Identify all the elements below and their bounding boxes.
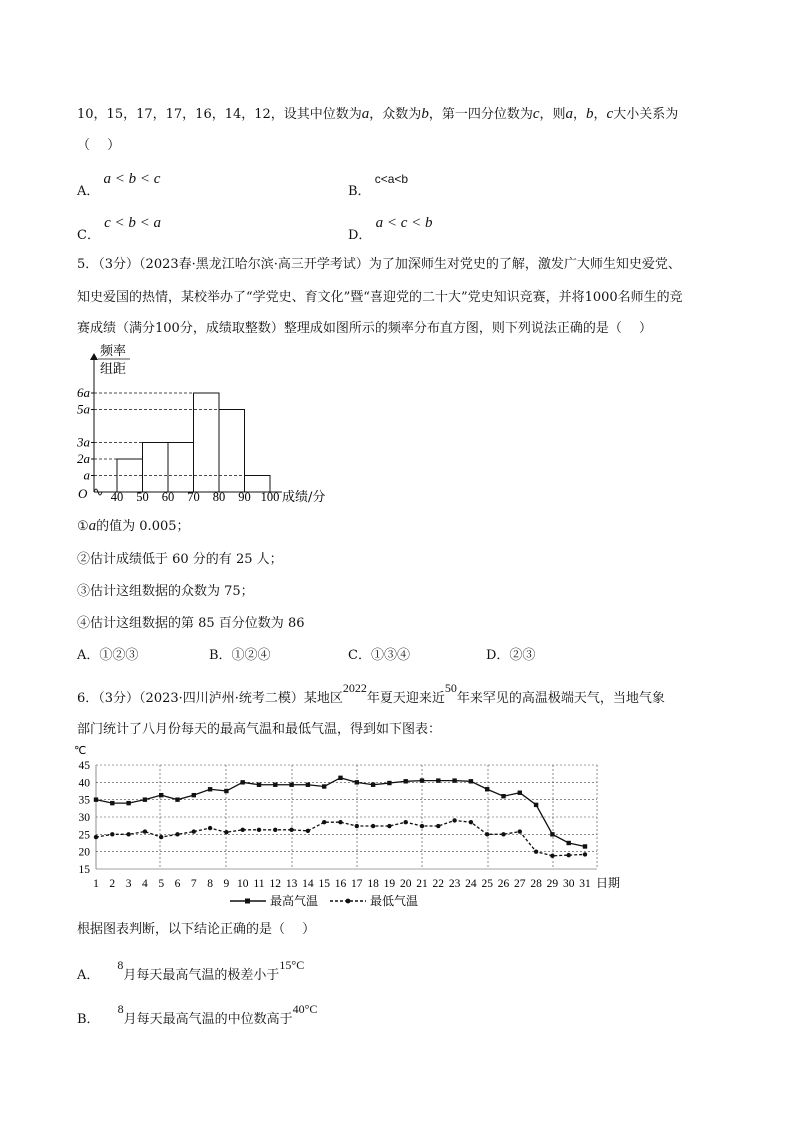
q5-statement-2: ②估计成绩低于 60 分的有 25 人； [77, 552, 283, 567]
high-temp-point [583, 844, 587, 848]
temperature-x-tick: 18 [367, 878, 379, 890]
temperature-x-tick: 2 [109, 878, 116, 890]
histogram-y-tick: 5a [77, 401, 90, 417]
temperature-x-tick: 12 [269, 878, 282, 890]
q4-paren: （ ） [77, 138, 121, 153]
q5-option-b[interactable]: B．①②④ [209, 648, 271, 663]
temperature-y-tick: 15 [78, 864, 90, 876]
temperature-unit: ℃ [74, 744, 87, 757]
low-temp-point [485, 832, 489, 836]
temperature-x-tick: 26 [497, 878, 510, 890]
high-temp-point [485, 787, 489, 791]
temperature-x-tick: 17 [351, 878, 363, 890]
q4-option-b[interactable]: B． c<a<b [348, 172, 409, 199]
low-temp-point [567, 853, 571, 857]
q5-option-a[interactable]: A．①②③ [77, 648, 139, 663]
q6-line-1: 6．（3分）（2023·四川泸州·统考二模）某地区2022年夏天迎来近50年来罕见的高温极端天气，当地气象 [77, 681, 665, 706]
temperature-x-tick: 1 [93, 878, 99, 890]
histogram-x-tick: 80 [212, 490, 226, 504]
q4-stem: 10，15，17，17，16，14，12，设其中位数为a，众数为b，第一四分位数为c，则a，b，c大小关系为 [77, 106, 679, 122]
legend-series-high: 最高气温 [270, 894, 319, 908]
temperature-x-tick: 22 [432, 878, 445, 890]
high-temp-point [322, 784, 326, 788]
low-temp-point [306, 829, 310, 833]
temperature-x-tick: 16 [334, 878, 347, 890]
legend-series-low: 最低气温 [370, 894, 419, 908]
histogram-y-tick: a [83, 467, 90, 483]
histogram-ylabel-top: 频率 [100, 343, 127, 358]
temperature-x-tick: 5 [158, 878, 165, 890]
histogram-bar [219, 410, 245, 493]
temperature-x-tick: 13 [285, 878, 298, 890]
temperature-x-tick: 29 [546, 878, 559, 890]
low-temp-point [436, 824, 440, 828]
high-temp-point [273, 783, 277, 787]
high-temp-point [241, 780, 245, 784]
temperature-y-tick: 30 [78, 812, 90, 824]
legend-marker-dot-icon [346, 899, 351, 904]
q5-option-c[interactable]: C．①③④ [348, 648, 410, 663]
series-line-high [96, 778, 585, 847]
low-temp-point [94, 835, 98, 839]
histogram-bar [143, 443, 169, 493]
temperature-x-tick: 31 [579, 878, 591, 890]
high-temp-point [436, 778, 440, 782]
temperature-chart [70, 740, 630, 910]
high-temp-point [518, 791, 522, 795]
temperature-x-tick: 20 [399, 878, 412, 890]
temperature-y-tick: 40 [78, 777, 90, 790]
temperature-x-tick: 28 [530, 878, 542, 890]
temperature-x-tick: 6 [174, 878, 181, 890]
low-temp-point [469, 820, 473, 824]
low-temp-point [289, 828, 293, 832]
q4-option-d[interactable]: D． a < c < b [348, 215, 433, 243]
histogram-y-tick: 6a [77, 385, 90, 400]
q6-prompt: 根据图表判断，以下结论正确的是（ ） [77, 922, 316, 937]
high-temp-point [143, 797, 147, 801]
high-temp-point [387, 781, 391, 785]
low-temp-point [192, 829, 196, 833]
low-temp-point [175, 832, 179, 836]
temperature-x-tick: 23 [448, 878, 461, 890]
low-temp-point [126, 832, 130, 836]
temperature-x-tick: 7 [190, 878, 197, 890]
q5-statement-1: ①a的值为 0.005； [77, 518, 190, 534]
q5-option-d[interactable]: D．②③ [486, 648, 536, 663]
low-temp-point [550, 854, 554, 858]
high-temp-point [208, 787, 212, 791]
temperature-x-tick: 19 [383, 878, 396, 890]
histogram-x-tick: 90 [238, 490, 251, 504]
temperature-x-tick: 14 [302, 878, 314, 890]
q5-statement-4: ④估计这组数据的第 85 百分位数为 86 [77, 616, 305, 631]
high-temp-point [159, 793, 163, 797]
legend-marker-square-icon [245, 899, 250, 904]
temperature-x-tick: 25 [481, 878, 493, 890]
histogram-x-tick: 60 [161, 490, 175, 504]
temperature-x-tick: 9 [223, 878, 230, 890]
histogram-xlabel: 成绩/分 [282, 490, 326, 505]
high-temp-point [534, 803, 538, 807]
q6-option-b[interactable]: B．8月每天最高气温的中位数高于40°C [77, 1002, 318, 1027]
high-temp-point [550, 832, 554, 836]
high-temp-point [126, 801, 130, 805]
temperature-x-tick: 10 [236, 878, 249, 890]
low-temp-point [534, 849, 538, 853]
q5-line-1: 5．（3分）（2023春·黑龙江哈尔滨·高三开学考试）为了加深师生对党史的了解，激发广大师生知史爱党、 [77, 257, 681, 272]
histogram-x-tick: 100 [260, 490, 280, 504]
q5-statement-3: ③估计这组数据的众数为 75； [77, 584, 254, 599]
high-temp-point [501, 794, 505, 798]
low-temp-point [143, 829, 147, 833]
high-temp-point [110, 801, 114, 805]
high-temp-point [192, 793, 196, 797]
high-temp-point [224, 789, 228, 793]
temperature-x-tick: 30 [562, 878, 575, 890]
low-temp-point [452, 818, 456, 822]
q4-option-a[interactable]: A． a < b < c [77, 171, 161, 199]
chart-legend [230, 893, 418, 908]
q6-option-a[interactable]: A．8月每天最高气温的极差小于15°C [77, 958, 305, 983]
temperature-x-tick: 8 [207, 878, 213, 890]
temperature-x-tick: 15 [318, 878, 330, 890]
high-temp-point [338, 776, 342, 780]
histogram-chart [70, 340, 360, 510]
low-temp-point [159, 835, 163, 839]
high-temp-point [371, 783, 375, 787]
low-temp-point [501, 832, 505, 836]
high-temp-point [175, 797, 179, 801]
histogram-x-tick: 50 [136, 490, 149, 504]
low-temp-point [518, 829, 522, 833]
histogram-y-tick: 3a [77, 434, 90, 450]
histogram-ylabel-bottom: 组距 [100, 361, 127, 376]
low-temp-point [420, 824, 424, 828]
low-temp-point [208, 826, 212, 830]
temperature-xlabel: 日期 [596, 876, 621, 890]
q5-line-3: 赛成绩（满分100分，成绩取整数）整理成如图所示的频率分布直方图，则下列说法正确的是（ ） [77, 321, 652, 336]
high-temp-point [289, 783, 293, 787]
temperature-x-tick: 21 [416, 878, 428, 890]
low-temp-point [241, 828, 245, 832]
high-temp-point [94, 797, 98, 801]
temperature-x-tick: 24 [465, 878, 477, 890]
low-temp-point [583, 852, 587, 856]
temperature-y-tick: 45 [78, 760, 90, 772]
low-temp-point [387, 824, 391, 828]
temperature-x-tick: 11 [253, 878, 265, 890]
histogram-x-tick: 70 [187, 490, 200, 504]
high-temp-point [404, 779, 408, 783]
histogram-bar [168, 443, 194, 493]
high-temp-point [567, 841, 571, 845]
histogram-y-tick: 2a [77, 451, 90, 466]
temperature-y-tick: 25 [78, 829, 90, 842]
low-temp-point [338, 820, 342, 824]
low-temp-point [257, 828, 261, 832]
q5-line-2: 知史爱国的热情，某校举办了“学党史、育文化”暨“喜迎党的二十大”党史知识竞赛，并将1000名师生的竞 [77, 290, 683, 305]
series-line-low [96, 820, 585, 855]
low-temp-point [110, 832, 114, 836]
histogram-bar [194, 393, 220, 492]
low-temp-point [273, 828, 277, 832]
temperature-x-tick: 3 [125, 878, 132, 890]
low-temp-point [355, 824, 359, 828]
temperature-y-tick: 20 [78, 846, 90, 859]
low-temp-point [322, 820, 326, 824]
histogram-origin: O [78, 486, 88, 501]
histogram-x-tick: 40 [110, 490, 124, 504]
temperature-x-tick: 4 [142, 878, 148, 890]
low-temp-point [371, 824, 375, 828]
high-temp-point [257, 783, 261, 787]
high-temp-point [469, 779, 473, 783]
q4-option-c[interactable]: C． c < b < a [77, 215, 161, 243]
high-temp-point [355, 780, 359, 784]
high-temp-point [420, 778, 424, 782]
temperature-y-tick: 35 [78, 794, 90, 807]
high-temp-point [452, 778, 456, 782]
temperature-x-tick: 27 [514, 878, 526, 890]
q6-line-2: 部门统计了八月份每天的最高气温和最低气温，得到如下图表： [77, 722, 442, 737]
low-temp-point [224, 830, 228, 834]
low-temp-point [404, 820, 408, 824]
high-temp-point [306, 783, 310, 787]
